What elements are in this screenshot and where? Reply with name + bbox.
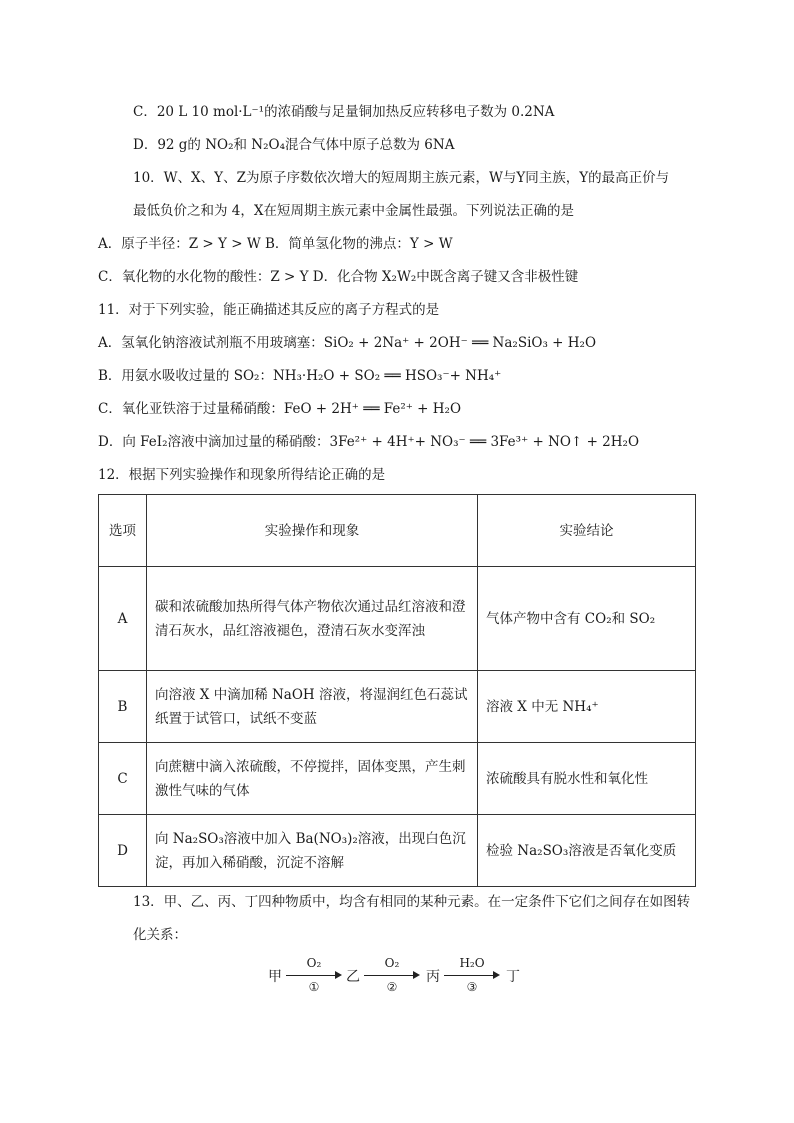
row-option: A <box>99 567 147 671</box>
arrow-head-icon <box>493 971 500 979</box>
arrow-step-number: ② <box>386 980 398 994</box>
header-conclusion: 实验结论 <box>478 495 696 567</box>
arrow-head-icon <box>335 971 342 979</box>
species-jia: 甲 <box>268 969 282 985</box>
row-conclusion: 检验 Na₂SO₃溶液是否氧化变质 <box>478 815 696 887</box>
table-header-row <box>99 495 696 567</box>
row-option: B <box>99 671 147 743</box>
q11-option-d: D．向 FeI₂溶液中滴加过量的稀硝酸：3Fe²⁺ + 4H⁺+ NO₃⁻ ══ 3Fe³⁺ + NO↑ + 2H₂O <box>98 434 640 450</box>
conversion-scheme <box>268 956 528 996</box>
table-row <box>99 567 696 671</box>
header-operation: 实验操作和现象 <box>147 495 478 567</box>
arrow-step-number: ③ <box>466 980 478 994</box>
arrow-reagent: O₂ <box>306 956 322 970</box>
species-ding: 丁 <box>506 969 520 985</box>
q10-options-ab: A．原子半径：Z > Y > W B．简单氢化物的沸点：Y > W <box>98 236 453 252</box>
experiment-table <box>98 494 696 887</box>
arrow-shaft <box>444 975 496 976</box>
arrow-head-icon <box>413 971 420 979</box>
q13-stem-line2: 化关系： <box>133 927 187 943</box>
table-row <box>99 743 696 815</box>
q10-options-cd: C．氧化物的水化物的酸性：Z > Y D．化合物 X₂W₂中既含离子键又含非极性键 <box>98 269 579 285</box>
q13-stem-line1: 13．甲、乙、丙、丁四种物质中，均含有相同的某种元素。在一定条件下它们之间存在如图转 <box>133 894 691 910</box>
arrow-step-2 <box>364 956 420 996</box>
row-operation: 向溶液 X 中滴加稀 NaOH 溶液，将湿润红色石蕊试纸置于试管口，试纸不变蓝 <box>147 671 478 743</box>
row-conclusion: 浓硫酸具有脱水性和氧化性 <box>478 743 696 815</box>
table-row <box>99 815 696 887</box>
row-conclusion: 溶液 X 中无 NH₄⁺ <box>478 671 696 743</box>
q9-option-d: D．92 g的 NO₂和 N₂O₄混合气体中原子总数为 6NA <box>133 137 455 153</box>
arrow-reagent: O₂ <box>384 956 400 970</box>
row-option: D <box>99 815 147 887</box>
row-conclusion: 气体产物中含有 CO₂和 SO₂ <box>478 567 696 671</box>
q10-stem-line2: 最低负价之和为 4，X在短周期主族元素中金属性最强。下列说法正确的是 <box>133 203 574 219</box>
table-row <box>99 671 696 743</box>
q11-option-a: A．氢氧化钠溶液试剂瓶不用玻璃塞：SiO₂ + 2Na⁺ + 2OH⁻ ══ Na₂SiO₃ + H₂O <box>98 335 597 351</box>
row-operation: 向 Na₂SO₃溶液中加入 Ba(NO₃)₂溶液，出现白色沉淀，再加入稀硝酸，沉淀不溶解 <box>147 815 478 887</box>
arrow-shaft <box>364 975 416 976</box>
species-bing: 丙 <box>426 969 440 985</box>
arrow-step-1 <box>286 956 342 996</box>
q10-stem-line1: 10．W、X、Y、Z为原子序数依次增大的短周期主族元素，W与Y同主族，Y的最高正价与 <box>133 170 670 186</box>
arrow-reagent: H₂O <box>459 956 485 970</box>
q11-option-b: B．用氨水吸收过量的 SO₂：NH₃·H₂O + SO₂ ══ HSO₃⁻+ NH₄⁺ <box>98 368 502 384</box>
header-option: 选项 <box>99 495 147 567</box>
arrow-step-number: ① <box>308 980 320 994</box>
q11-stem: 11．对于下列实验，能正确描述其反应的离子方程式的是 <box>98 302 440 318</box>
row-operation: 碳和浓硫酸加热所得气体产物依次通过品红溶液和澄清石灰水，品红溶液褪色，澄清石灰水变浑浊 <box>147 567 478 671</box>
species-yi: 乙 <box>346 969 360 985</box>
arrow-shaft <box>286 975 338 976</box>
arrow-step-3 <box>444 956 500 996</box>
q12-stem: 12．根据下列实验操作和现象所得结论正确的是 <box>98 467 386 483</box>
q11-option-c: C．氧化亚铁溶于过量稀硝酸：FeO + 2H⁺ ══ Fe²⁺ + H₂O <box>98 401 462 417</box>
q9-option-c: C．20 L 10 mol·L⁻¹的浓硝酸与足量铜加热反应转移电子数为 0.2NA <box>133 104 555 120</box>
row-operation: 向蔗糖中滴入浓硫酸，不停搅拌，固体变黑，产生刺激性气味的气体 <box>147 743 478 815</box>
row-option: C <box>99 743 147 815</box>
